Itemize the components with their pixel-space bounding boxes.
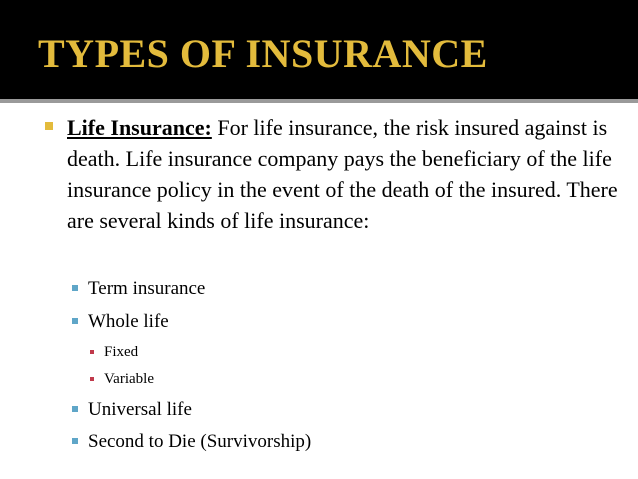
sub-item-second-to-die: Second to Die (Survivorship) bbox=[88, 431, 312, 452]
square-bullet-icon bbox=[72, 318, 78, 324]
square-bullet-icon bbox=[45, 122, 53, 130]
square-bullet-icon bbox=[90, 377, 94, 381]
bullet-text: For life insurance, the risk insured against is death. Life insurance company pays the beneficiary of the life insurance policy in the event of the death of the insured. There are several kinds of life insurance: bbox=[67, 115, 618, 233]
bullet-life-insurance bbox=[67, 112, 622, 236]
sub-item-term-insurance: Term insurance bbox=[88, 278, 206, 299]
sub-sub-item-fixed: Fixed bbox=[104, 344, 139, 360]
sub-item-whole-life: Whole life bbox=[88, 311, 169, 332]
square-bullet-icon bbox=[72, 406, 78, 412]
bullet-term: Life Insurance: bbox=[67, 115, 212, 140]
square-bullet-icon bbox=[72, 438, 78, 444]
slide-title: TYPES OF INSURANCE bbox=[38, 31, 488, 76]
sub-item-universal-life: Universal life bbox=[88, 399, 192, 420]
sub-sub-item-variable: Variable bbox=[104, 371, 154, 387]
square-bullet-icon bbox=[90, 350, 94, 354]
square-bullet-icon bbox=[72, 285, 78, 291]
